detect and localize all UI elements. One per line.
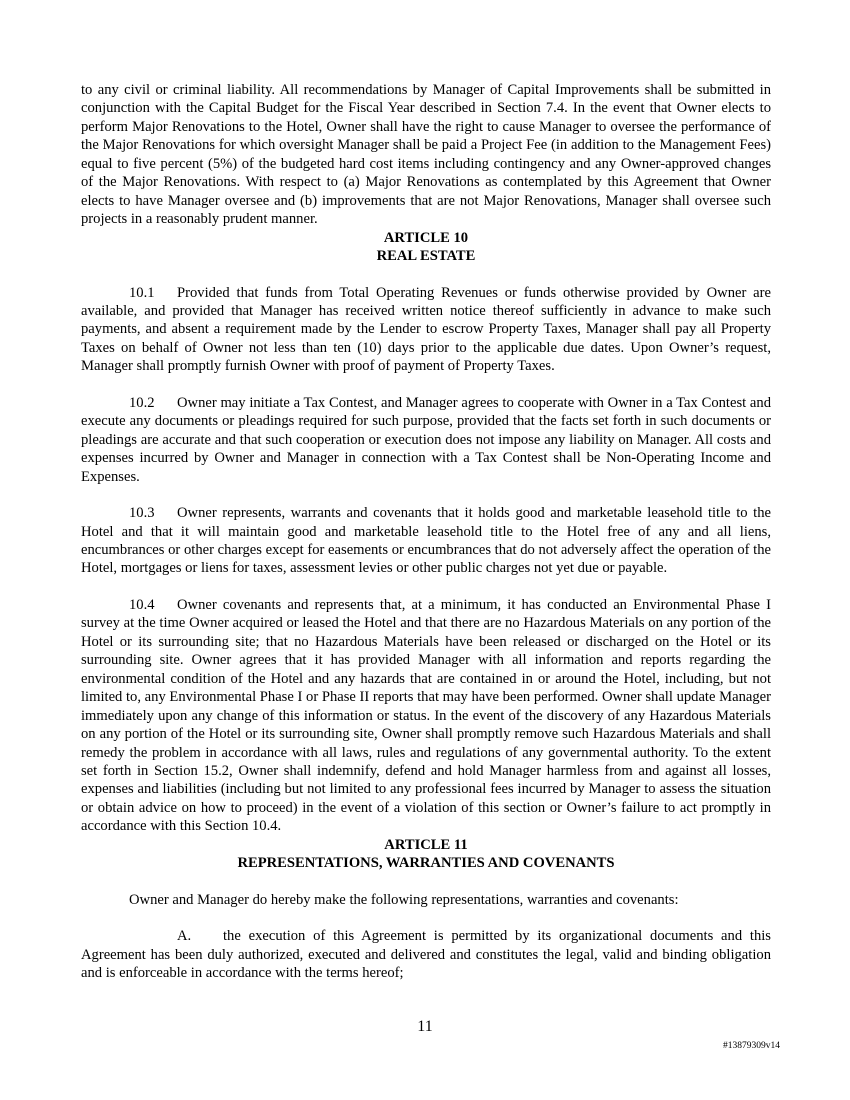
section-10-2 — [81, 394, 771, 486]
section-10-4 — [81, 596, 771, 836]
section-10-3 — [81, 504, 771, 578]
article-11-title: REPRESENTATIONS, WARRANTIES AND COVENANTS — [237, 855, 615, 872]
section-text: Provided that funds from Total Operating Revenues or funds otherwise provided by Owner are available, and provided that Manager has received written notice thereof sufficiently in advance to make such payments, and absent a requirement made by the Lender to escrow Property Taxes, Manager shall pay all Property Taxes on behalf of Owner not less than ten (10) days prior to the applicable due dates. Upon Owner’s request, Manager shall promptly furnish Owner with proof of payment of Property Taxes. — [81, 284, 771, 375]
clause-text: the execution of this Agreement is permitted by its organizational documents and this Agreement has been duly authorized, executed and delivered and constitutes the legal, valid and binding obligation and is enforceable in accordance with the terms hereof; — [81, 928, 771, 982]
clause-letter: A. — [177, 928, 192, 945]
article-11-number: ARTICLE 11 — [384, 836, 468, 853]
article-10-title: REAL ESTATE — [376, 248, 476, 265]
document-id: #13879309v14 — [723, 1041, 780, 1051]
section-text: Owner may initiate a Tax Contest, and Manager agrees to cooperate with Owner in a Tax Contest and execute any documents or pleadings required for such purpose, provided that the facts set forth in such documents or pleadings are accurate and that such cooperation or execution does not impose any liability on Manager. All costs and expenses incurred by Owner and Manager in connection with a Tax Contest shall be Non-Operating Income and Expenses. — [81, 394, 771, 485]
section-number: 10.1 — [129, 284, 155, 301]
article-10-number: ARTICLE 10 — [383, 229, 469, 246]
section-text: Owner represents, warrants and covenants that it holds good and marketable leasehold title to the Hotel and that it will maintain good and marketable leasehold title to the Hotel free of any and all liens, encumbrances or other charges except for easements or encumbrances that do not adversely affect the operation of the Hotel, mortgages or liens for taxes, assessment levies or other public charges not yet due or payable. — [81, 505, 771, 577]
article-11-intro: Owner and Manager do hereby make the following representations, warranties and covenants: — [129, 891, 679, 908]
continuation-paragraph: to any civil or criminal liability. All recommendations by Manager of Capital Improvements shall be submitted in conjunction with the Capital Budget for the Fiscal Year described in Section 7.4. In the event that Owner elects to perform Major Renovations to the Hotel, Owner shall have the right to cause Manager to oversee the performance of the Major Renovations for which oversight Manager shall be paid a Project Fee (in addition to the Management Fees) equal to five percent (5%) of the budgeted hard cost items including contingency and any Owner-approved changes of the Major Renovations. With respect to (a) Major Renovations as contemplated by this Agreement that Owner elects to have Manager oversee and (b) improvements that are not Major Renovations, Manager shall oversee such projects in a reasonably prudent manner. — [81, 82, 771, 228]
clause-a — [81, 927, 771, 982]
section-number: 10.2 — [129, 394, 155, 411]
page-number: 11 — [417, 1018, 433, 1035]
section-number: 10.4 — [129, 596, 155, 613]
document-body — [81, 81, 771, 982]
section-10-1 — [81, 284, 771, 376]
section-text: Owner covenants and represents that, at a minimum, it has conducted an Environmental Phase I survey at the time Owner acquired or leased the Hotel and that there are no Hazardous Materials on any portion of the Hotel or its surrounding site; that no Hazardous Materials have been released or discharged on the Hotel or its surrounding site. Owner agrees that it has provided Manager with all information and reports regarding the environmental condition of the Hotel and any hazards that are contained in or around the Hotel, including, but not limited to, any Environmental Phase I or Phase II reports that may have been performed. Owner shall update Manager immediately upon any change of this information or status. In the event of the discovery of any Hazardous Materials on any portion of the Hotel or its surrounding site, Owner shall promptly remove such Hazardous Materials and shall remedy the problem in accordance with all laws, rules and regulations of any governmental authority. To the extent set forth in Section 15.2, Owner shall indemnify, defend and hold Manager harmless from and against all losses, expenses and liabilities (including but not limited to any professional fees incurred by Manager to assess the situation or obtain advice on how to proceed) in the event of a violation of this section or Owner’s failure to act promptly in accordance with this Section 10.4. — [81, 596, 771, 835]
section-number: 10.3 — [129, 505, 155, 522]
